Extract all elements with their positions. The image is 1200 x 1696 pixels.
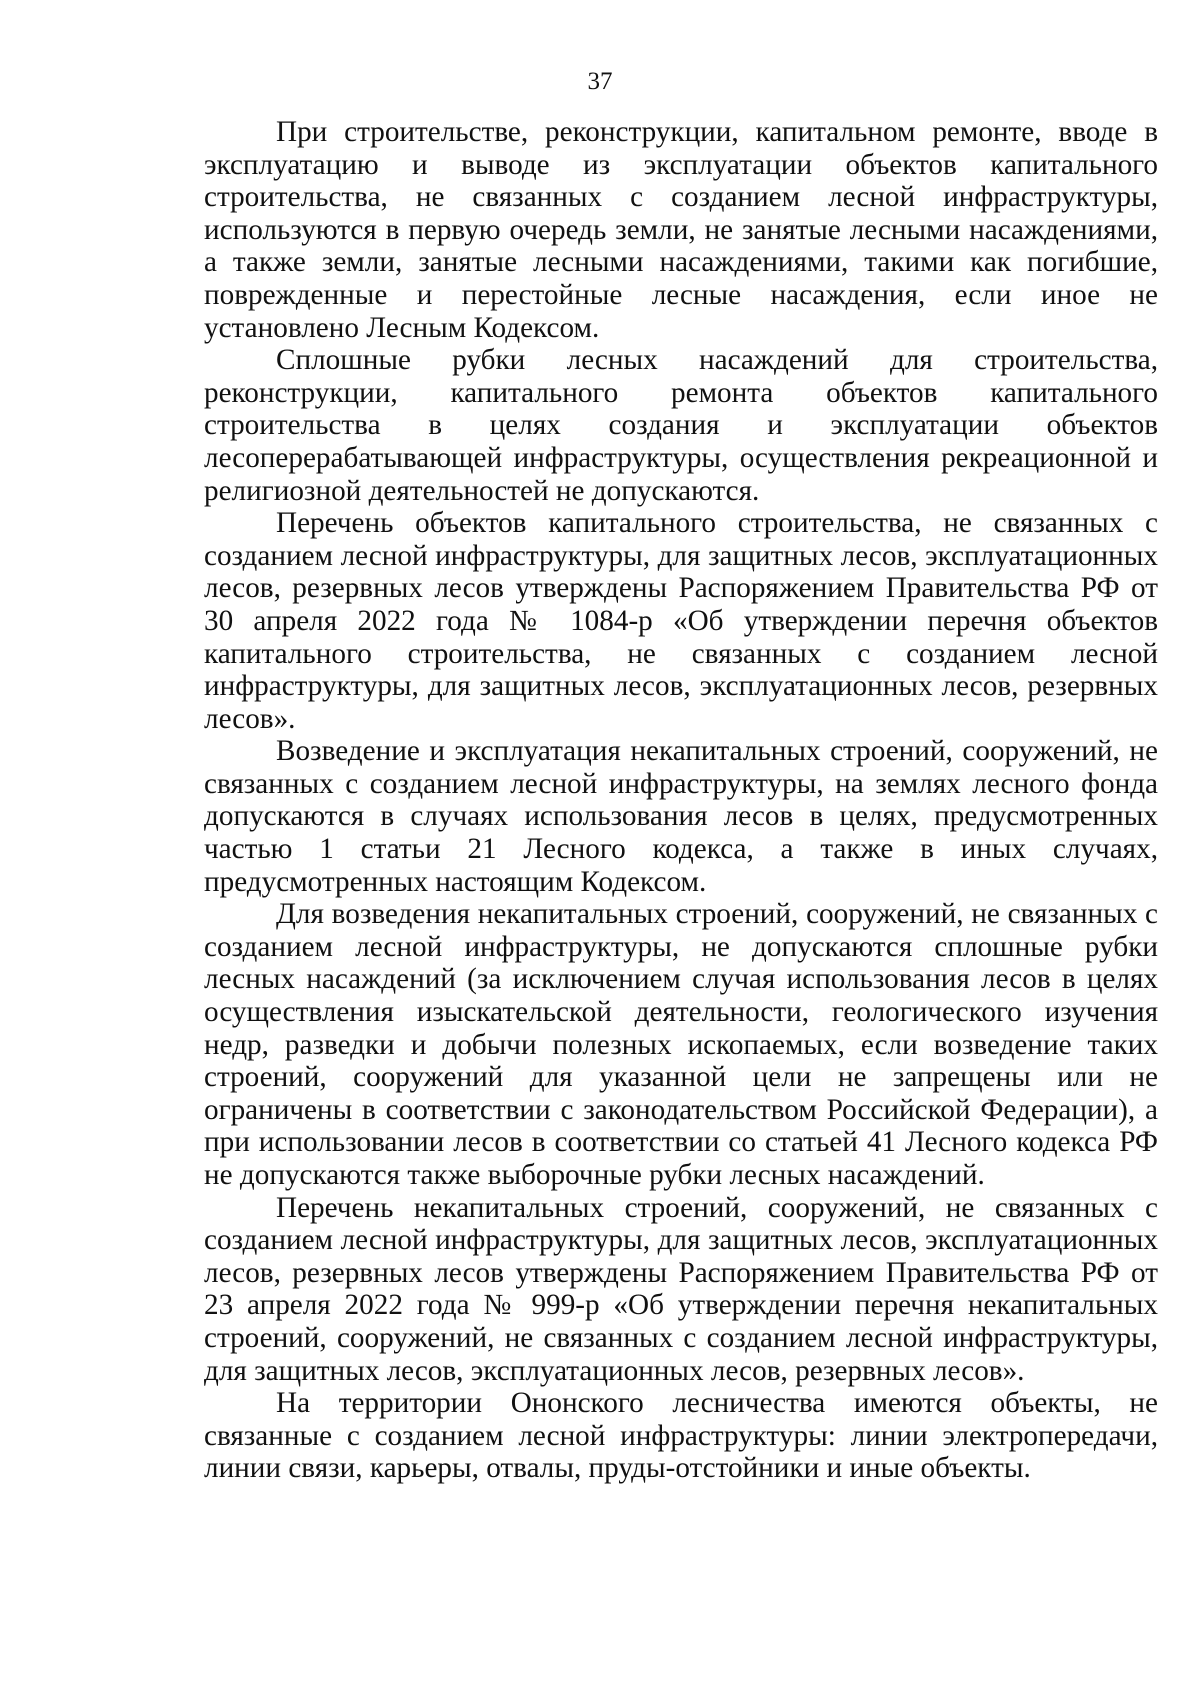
- paragraph-ononsky-forestry-objects: На территории Ононского лесничества имеются объекты, не связанные с созданием лесной инфраструктуры: линии электропередачи, линии связи, карьеры, отвалы, пруды-отстойники и иные объекты.: [204, 1387, 1158, 1485]
- paragraph-non-capital-objects-list: Перечень некапитальных строений, сооружений, не связанных с созданием лесной инфраструктуры, для защитных лесов, эксплуатационных лесов, резервных лесов утверждены Распоряжением Правительства РФ от 23 апреля 2022 года № 999-р «Об утверждении перечня некапитальных строений, сооружений, не связанных с созданием лесной инфраструктуры, для защитных лесов, эксплуатационных лесов, резервных лесов».: [204, 1191, 1158, 1387]
- paragraph-construction-lands: При строительстве, реконструкции, капитальном ремонте, вводе в эксплуатацию и выводе из эксплуатации объектов капитального строительства, не связанных с созданием лесной инфраструктуры, используются в первую очередь земли, не занятые лесными насаждениями, а также земли, занятые лесными насаждениями, такими как погибшие, поврежденные и перестойные лесные насаждения, если иное не установлено Лесным Кодексом.: [204, 116, 1158, 344]
- page-number: 37: [587, 68, 613, 95]
- paragraph-capital-objects-list: Перечень объектов капитального строительства, не связанных с созданием лесной инфраструктуры, для защитных лесов, эксплуатационных лесов, резервных лесов утверждены Распоряжением Правительства РФ от 30 апреля 2022 года № 1084-р «Об утверждении перечня объектов капитального строительства, не связанных с созданием лесной инфраструктуры, для защитных лесов, эксплуатационных лесов, резервных лесов».: [204, 507, 1158, 735]
- paragraph-clear-cutting-prohibition: Сплошные рубки лесных насаждений для строительства, реконструкции, капитального ремонта объектов капитального строительства в целях создания и эксплуатации объектов лесоперерабатывающей инфраструктуры, осуществления рекреационной и религиозной деятельностей не допускаются.: [204, 344, 1158, 507]
- paragraph-non-capital-structures: Возведение и эксплуатация некапитальных строений, сооружений, не связанных с созданием лесной инфраструктуры, на землях лесного фонда допускаются в случаях использования лесов в целях, предусмотренных частью 1 статьи 21 Лесного кодекса, а также в иных случаях, предусмотренных настоящим Кодексом.: [204, 735, 1158, 898]
- document-body: [204, 116, 1158, 1485]
- paragraph-non-capital-cutting-rules: Для возведения некапитальных строений, сооружений, не связанных с созданием лесной инфраструктуры, не допускаются сплошные рубки лесных насаждений (за исключением случая использования лесов в целях осуществления изыскательской деятельности, геологического изучения недр, разведки и добычи полезных ископаемых, если возведение таких строений, сооружений для указанной цели не запрещены или не ограничены в соответствии с законодательством Российской Федерации), а при использовании лесов в соответствии со статьей 41 Лесного кодекса РФ не допускаются также выборочные рубки лесных насаждений.: [204, 898, 1158, 1191]
